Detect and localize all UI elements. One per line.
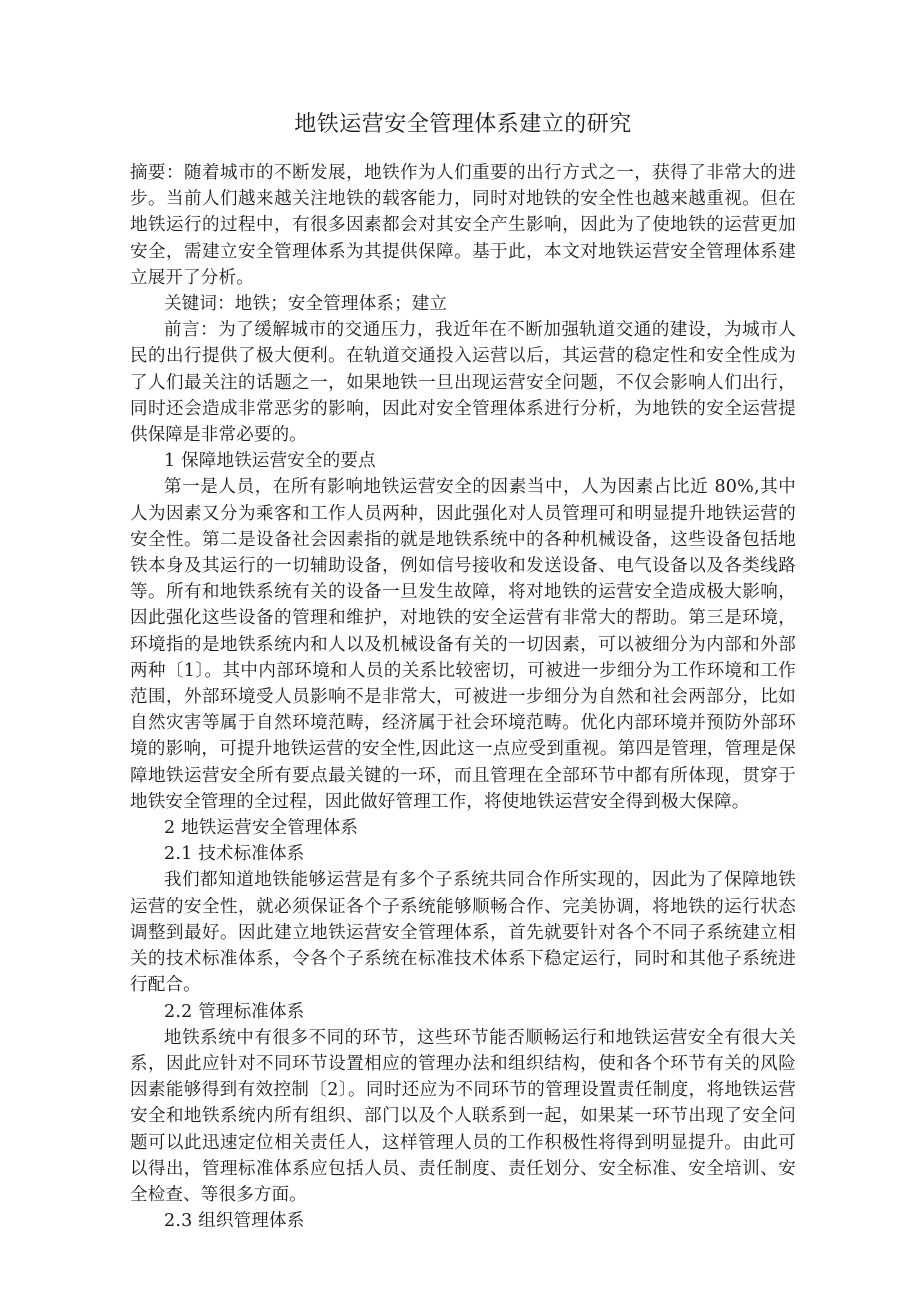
section-1-paragraph: 第一是人员，在所有影响地铁运营安全的因素当中，人为因素占比近 80%,其中人为因素又分为乘客和工作人员两种，因此强化对人员管理可和明显提升地铁运营的安全性。第二是设备社会因素指的就是地铁系统中的各种机械设备，这些设备包括地铁本身及其运行的一切辅助设备，例如信号接收和发送设备、电气设备以及各类线路等。所有和地铁系统有关的设备一旦发生故障，将对地铁的运营安全造成极大影响，因此强化这些设备的管理和维护，对地铁的安全运营有非常大的帮助。第三是环境，环境指的是地铁系统内和人以及机械设备有关的一切因素，可以被细分为内部和外部两种〔1〕。其中内部环境和人员的关系比较密切，可被进一步细分为工作环境和工作范围，外部环境受人员影响不是非常大，可被进一步细分为自然和社会两部分，比如自然灾害等属于自然环境范畴，经济属于社会环境范畴。优化内部环境并预防外部环境的影响，可提升地铁运营的安全性,因此这一点应受到重视。第四是管理，管理是保障地铁运营安全所有要点最关键的一环，而且管理在全部环节中都有所体现，贯穿于地铁安全管理的全过程，因此做好管理工作，将使地铁运营安全得到极大保障。 — [130, 477, 796, 812]
keywords-line: 关键词：地铁；安全管理体系；建立 — [164, 294, 448, 315]
section-2-1-paragraph: 我们都知道地铁能够运营是有多个子系统共同合作所实现的，因此为了保障地铁运营的安全性，就必须保证各个子系统能够顺畅合作、完美协调，将地铁的运行状态调整到最好。因此建立地铁运营安全管理体系，首先就要针对各个不同子系统建立相关的技术标准体系，令各个子系统在标准技术体系下稳定运行，同时和其他子系统进行配合。 — [130, 870, 796, 996]
section-2-3-heading: 2.3 组织管理体系 — [164, 1211, 305, 1232]
section-2-1-heading: 2.1 技术标准体系 — [164, 844, 305, 865]
preface-paragraph: 前言：为了缓解城市的交通压力，我近年在不断加强轨道交通的建设，为城市人民的出行提供了极大便利。在轨道交通投入运营以后，其运营的稳定性和安全性成为了人们最关注的话题之一，如果地铁一旦出现运营安全问题，不仅会影响人们出行，同时还会造成非常恶劣的影响，因此对安全管理体系进行分析，为地铁的安全运营提供保障是非常必要的。 — [130, 320, 796, 446]
section-2-2-paragraph: 地铁系统中有很多不同的环节，这些环节能否顺畅运行和地铁运营安全有很大关系，因此应针对不同环节设置相应的管理办法和组织结构，使和各个环节有关的风险因素能够得到有效控制〔2〕。同时还应为不同环节的管理设置责任制度，将地铁运营安全和地铁系统内所有组织、部门以及个人联系到一起，如果某一环节出现了安全问题可以此迅速定位相关责任人，这样管理人员的工作积极性将得到明显提升。由此可以得出，管理标准体系应包括人员、责任制度、责任划分、安全标准、安全培训、安全检查、等很多方面。 — [130, 1027, 796, 1205]
abstract-block — [130, 160, 796, 291]
document-title: 地铁运营安全管理体系建立的研究 — [294, 112, 632, 137]
abstract-paragraph: 摘要：随着城市的不断发展，地铁作为人们重要的出行方式之一，获得了非常大的进步。当前人们越来越关注地铁的载客能力，同时对地铁的安全性也越来越重视。但在地铁运行的过程中，有很多因素都会对其安全产生影响，因此为了使地铁的运营更加安全，需建立安全管理体系为其提供保障。基于此，本文对地铁运营安全管理体系建立展开了分析。 — [130, 163, 796, 288]
section-1-heading: 1 保障地铁运营安全的要点 — [164, 451, 376, 472]
section-2-2-heading: 2.2 管理标准体系 — [164, 1001, 305, 1022]
document-page — [130, 0, 796, 1234]
section-2-heading: 2 地铁运营安全管理体系 — [164, 818, 359, 839]
